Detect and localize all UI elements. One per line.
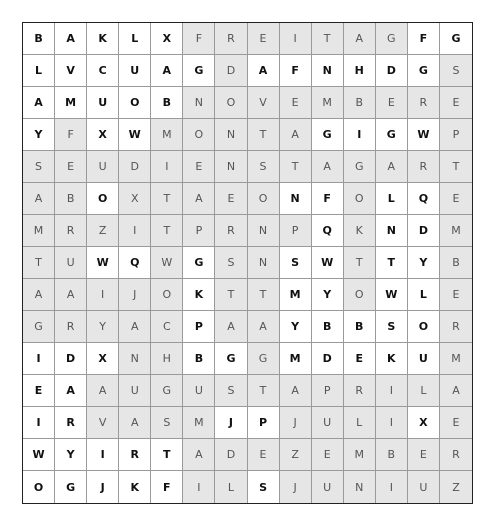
grid-cell[interactable]: G (344, 151, 376, 183)
grid-cell[interactable]: W (119, 119, 151, 151)
grid-cell[interactable]: A (215, 311, 247, 343)
grid-cell[interactable]: B (312, 311, 344, 343)
grid-cell[interactable]: Z (87, 215, 119, 247)
grid-cell[interactable]: L (215, 471, 247, 503)
grid-cell[interactable]: S (248, 151, 280, 183)
grid-cell[interactable]: W (87, 247, 119, 279)
grid-cell[interactable]: R (55, 215, 87, 247)
grid-cell[interactable]: J (119, 279, 151, 311)
grid-cell[interactable]: D (408, 215, 440, 247)
grid-cell[interactable]: R (55, 311, 87, 343)
grid-cell[interactable]: U (408, 343, 440, 375)
grid-cell[interactable]: T (312, 23, 344, 55)
grid-cell[interactable]: Y (312, 279, 344, 311)
grid-cell[interactable]: I (87, 279, 119, 311)
grid-cell[interactable]: A (55, 375, 87, 407)
grid-cell[interactable]: A (183, 183, 215, 215)
grid-cell[interactable]: I (344, 119, 376, 151)
grid-cell[interactable]: P (280, 215, 312, 247)
grid-cell[interactable]: I (376, 375, 408, 407)
grid-cell[interactable]: M (344, 439, 376, 471)
grid-cell[interactable]: B (344, 311, 376, 343)
grid-cell[interactable]: A (55, 279, 87, 311)
grid-cell[interactable]: B (440, 247, 472, 279)
grid-cell[interactable]: O (119, 87, 151, 119)
grid-cell[interactable]: T (151, 215, 183, 247)
grid-cell[interactable]: I (183, 471, 215, 503)
grid-cell[interactable]: M (23, 215, 55, 247)
grid-cell[interactable]: B (151, 87, 183, 119)
grid-cell[interactable]: E (248, 23, 280, 55)
grid-cell[interactable]: G (183, 247, 215, 279)
grid-cell[interactable]: A (23, 183, 55, 215)
grid-cell[interactable]: D (376, 55, 408, 87)
grid-cell[interactable]: X (151, 23, 183, 55)
grid-cell[interactable]: E (183, 151, 215, 183)
grid-cell[interactable]: U (408, 471, 440, 503)
grid-cell[interactable]: T (440, 151, 472, 183)
grid-cell[interactable]: D (215, 439, 247, 471)
grid-cell[interactable]: A (280, 119, 312, 151)
grid-cell[interactable]: X (408, 407, 440, 439)
grid-cell[interactable]: U (312, 471, 344, 503)
grid-cell[interactable]: A (87, 375, 119, 407)
grid-cell[interactable]: O (183, 119, 215, 151)
grid-cell[interactable]: G (376, 119, 408, 151)
grid-cell[interactable]: E (376, 87, 408, 119)
grid-cell[interactable]: D (119, 151, 151, 183)
grid-cell[interactable]: N (215, 151, 247, 183)
grid-cell[interactable]: S (151, 407, 183, 439)
grid-cell[interactable]: L (23, 55, 55, 87)
grid-cell[interactable]: X (119, 183, 151, 215)
grid-cell[interactable]: T (151, 183, 183, 215)
grid-cell[interactable]: D (55, 343, 87, 375)
grid-cell[interactable]: B (183, 343, 215, 375)
grid-cell[interactable]: A (119, 407, 151, 439)
grid-cell[interactable]: V (55, 55, 87, 87)
grid-cell[interactable]: M (440, 215, 472, 247)
grid-cell[interactable]: K (376, 343, 408, 375)
grid-cell[interactable]: R (440, 311, 472, 343)
grid-cell[interactable]: W (312, 247, 344, 279)
grid-cell[interactable]: I (151, 151, 183, 183)
grid-cell[interactable]: G (23, 311, 55, 343)
grid-cell[interactable]: P (183, 215, 215, 247)
grid-cell[interactable]: E (55, 151, 87, 183)
grid-cell[interactable]: E (23, 375, 55, 407)
grid-cell[interactable]: U (183, 375, 215, 407)
grid-cell[interactable]: T (248, 119, 280, 151)
grid-cell[interactable]: Y (55, 439, 87, 471)
grid-cell[interactable]: R (215, 23, 247, 55)
grid-cell[interactable]: M (183, 407, 215, 439)
grid-cell[interactable]: C (151, 311, 183, 343)
grid-cell[interactable]: A (151, 55, 183, 87)
grid-cell[interactable]: N (215, 119, 247, 151)
grid-cell[interactable]: G (248, 343, 280, 375)
grid-cell[interactable]: E (248, 439, 280, 471)
grid-cell[interactable]: Z (280, 439, 312, 471)
grid-cell[interactable]: X (87, 343, 119, 375)
grid-cell[interactable]: G (312, 119, 344, 151)
grid-cell[interactable]: I (376, 471, 408, 503)
grid-cell[interactable]: P (440, 119, 472, 151)
grid-cell[interactable]: P (183, 311, 215, 343)
grid-cell[interactable]: T (344, 247, 376, 279)
grid-cell[interactable]: A (183, 439, 215, 471)
grid-cell[interactable]: E (280, 87, 312, 119)
grid-cell[interactable]: A (376, 151, 408, 183)
grid-cell[interactable]: A (55, 23, 87, 55)
grid-cell[interactable]: A (280, 375, 312, 407)
grid-cell[interactable]: U (119, 55, 151, 87)
grid-cell[interactable]: R (55, 407, 87, 439)
grid-cell[interactable]: J (215, 407, 247, 439)
grid-cell[interactable]: T (248, 279, 280, 311)
grid-cell[interactable]: N (312, 55, 344, 87)
grid-cell[interactable]: I (280, 23, 312, 55)
grid-cell[interactable]: E (215, 183, 247, 215)
grid-cell[interactable]: E (312, 439, 344, 471)
grid-cell[interactable]: R (215, 215, 247, 247)
grid-cell[interactable]: Y (408, 247, 440, 279)
grid-cell[interactable]: A (119, 311, 151, 343)
grid-cell[interactable]: F (408, 23, 440, 55)
grid-cell[interactable]: M (440, 343, 472, 375)
grid-cell[interactable]: A (23, 87, 55, 119)
grid-cell[interactable]: U (119, 375, 151, 407)
grid-cell[interactable]: O (23, 471, 55, 503)
grid-cell[interactable]: W (151, 247, 183, 279)
grid-cell[interactable]: N (248, 247, 280, 279)
grid-cell[interactable]: P (312, 375, 344, 407)
grid-cell[interactable]: M (151, 119, 183, 151)
grid-cell[interactable]: L (119, 23, 151, 55)
grid-cell[interactable]: S (23, 151, 55, 183)
grid-cell[interactable]: O (151, 279, 183, 311)
grid-cell[interactable]: N (183, 87, 215, 119)
grid-cell[interactable]: R (344, 375, 376, 407)
grid-cell[interactable]: E (344, 343, 376, 375)
grid-cell[interactable]: H (344, 55, 376, 87)
grid-cell[interactable]: U (55, 247, 87, 279)
grid-cell[interactable]: V (87, 407, 119, 439)
grid-cell[interactable]: Q (312, 215, 344, 247)
grid-cell[interactable]: V (248, 87, 280, 119)
grid-cell[interactable]: Z (440, 471, 472, 503)
grid-cell[interactable]: K (183, 279, 215, 311)
grid-cell[interactable]: K (119, 471, 151, 503)
grid-cell[interactable]: T (376, 247, 408, 279)
grid-cell[interactable]: G (408, 55, 440, 87)
grid-cell[interactable]: D (312, 343, 344, 375)
grid-cell[interactable]: G (376, 23, 408, 55)
grid-cell[interactable]: M (280, 343, 312, 375)
grid-cell[interactable]: G (55, 471, 87, 503)
grid-cell[interactable]: J (87, 471, 119, 503)
grid-cell[interactable]: E (440, 279, 472, 311)
grid-cell[interactable]: S (376, 311, 408, 343)
grid-cell[interactable]: A (248, 55, 280, 87)
grid-cell[interactable]: B (344, 87, 376, 119)
grid-cell[interactable]: T (23, 247, 55, 279)
grid-cell[interactable]: X (87, 119, 119, 151)
grid-cell[interactable]: U (87, 87, 119, 119)
grid-cell[interactable]: O (248, 183, 280, 215)
grid-cell[interactable]: N (376, 215, 408, 247)
grid-cell[interactable]: S (215, 375, 247, 407)
grid-cell[interactable]: M (280, 279, 312, 311)
grid-cell[interactable]: N (344, 471, 376, 503)
grid-cell[interactable]: T (280, 151, 312, 183)
grid-cell[interactable]: B (23, 23, 55, 55)
grid-cell[interactable]: T (151, 439, 183, 471)
grid-cell[interactable]: G (440, 23, 472, 55)
grid-cell[interactable]: J (280, 407, 312, 439)
grid-cell[interactable]: U (87, 151, 119, 183)
grid-cell[interactable]: E (440, 87, 472, 119)
grid-cell[interactable]: I (376, 407, 408, 439)
grid-cell[interactable]: C (87, 55, 119, 87)
grid-cell[interactable]: W (23, 439, 55, 471)
grid-cell[interactable]: O (408, 311, 440, 343)
grid-cell[interactable]: R (408, 87, 440, 119)
grid-cell[interactable]: I (87, 439, 119, 471)
grid-cell[interactable]: O (87, 183, 119, 215)
grid-cell[interactable]: F (280, 55, 312, 87)
grid-cell[interactable]: F (312, 183, 344, 215)
grid-cell[interactable]: W (408, 119, 440, 151)
grid-cell[interactable]: A (312, 151, 344, 183)
grid-cell[interactable]: S (280, 247, 312, 279)
grid-cell[interactable]: U (312, 407, 344, 439)
grid-cell[interactable]: Y (87, 311, 119, 343)
grid-cell[interactable]: F (55, 119, 87, 151)
grid-cell[interactable]: S (440, 55, 472, 87)
grid-cell[interactable]: I (23, 343, 55, 375)
grid-cell[interactable]: M (312, 87, 344, 119)
grid-cell[interactable]: T (248, 375, 280, 407)
grid-cell[interactable]: O (344, 183, 376, 215)
grid-cell[interactable]: J (280, 471, 312, 503)
grid-cell[interactable]: E (440, 183, 472, 215)
grid-cell[interactable]: I (23, 407, 55, 439)
word-search-grid (22, 22, 473, 504)
grid-cell[interactable]: F (151, 471, 183, 503)
grid-cell[interactable]: F (183, 23, 215, 55)
grid-cell[interactable]: L (376, 183, 408, 215)
grid-cell[interactable]: E (440, 407, 472, 439)
grid-cell[interactable]: K (344, 215, 376, 247)
grid-cell[interactable]: A (248, 311, 280, 343)
grid-cell[interactable]: B (55, 183, 87, 215)
grid-cell[interactable]: P (248, 407, 280, 439)
grid-cell[interactable]: H (151, 343, 183, 375)
grid-cell[interactable]: Y (23, 119, 55, 151)
grid-cell[interactable]: R (119, 439, 151, 471)
grid-cell[interactable]: S (215, 247, 247, 279)
grid-cell[interactable]: R (440, 439, 472, 471)
grid-cell[interactable]: R (408, 151, 440, 183)
grid-cell[interactable]: L (408, 375, 440, 407)
grid-cell[interactable]: L (408, 279, 440, 311)
grid-cell[interactable]: E (408, 439, 440, 471)
grid-cell[interactable]: G (151, 375, 183, 407)
grid-cell[interactable]: N (248, 215, 280, 247)
grid-cell[interactable]: O (215, 87, 247, 119)
grid-cell[interactable]: G (183, 55, 215, 87)
grid-cell[interactable]: L (344, 407, 376, 439)
grid-cell[interactable]: Q (119, 247, 151, 279)
grid-cell[interactable]: D (215, 55, 247, 87)
grid-cell[interactable]: T (215, 279, 247, 311)
grid-cell[interactable]: A (23, 279, 55, 311)
grid-cell[interactable]: Q (408, 183, 440, 215)
grid-cell[interactable]: M (55, 87, 87, 119)
grid-cell[interactable]: A (344, 23, 376, 55)
grid-cell[interactable]: I (119, 215, 151, 247)
grid-cell[interactable]: W (376, 279, 408, 311)
grid-cell[interactable]: Y (280, 311, 312, 343)
grid-cell[interactable]: N (119, 343, 151, 375)
grid-cell[interactable]: K (87, 23, 119, 55)
grid-cell[interactable]: O (344, 279, 376, 311)
grid-cell[interactable]: A (440, 375, 472, 407)
grid-cell[interactable]: S (248, 471, 280, 503)
grid-cell[interactable]: G (215, 343, 247, 375)
grid-cell[interactable]: N (280, 183, 312, 215)
grid-cell[interactable]: B (376, 439, 408, 471)
